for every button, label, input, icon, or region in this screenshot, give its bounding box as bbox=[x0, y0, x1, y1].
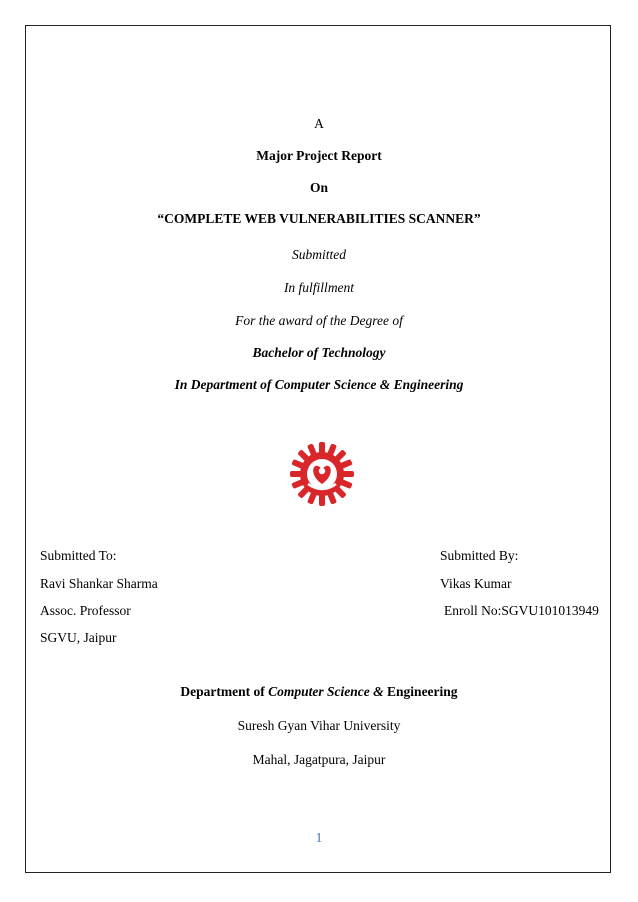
title-on: On bbox=[309, 180, 328, 195]
award-label: For the award of the Degree of bbox=[235, 313, 403, 328]
submitted-to-heading: Submitted To: bbox=[40, 548, 117, 563]
submitted-by-heading: Submitted By: bbox=[440, 548, 519, 563]
university-address: Mahal, Jagatpura, Jaipur bbox=[252, 752, 386, 767]
page-number: 1 bbox=[315, 830, 323, 845]
department-label: In Department of Computer Science & Engineering bbox=[174, 377, 464, 392]
footer-dept-prefix: Department of bbox=[180, 684, 269, 699]
report-type: Major Project Report bbox=[256, 148, 382, 163]
degree-label: Bachelor of Technology bbox=[252, 345, 386, 360]
university-name: Suresh Gyan Vihar University bbox=[237, 718, 401, 733]
fulfillment-label: In fulfillment bbox=[283, 280, 355, 295]
supervisor-name: Ravi Shankar Sharma bbox=[40, 576, 158, 591]
project-title: “COMPLETE WEB VULNERABILITIES SCANNER” bbox=[157, 211, 481, 226]
footer-dept-subject: Computer Science bbox=[268, 684, 370, 699]
student-name: Vikas Kumar bbox=[440, 576, 512, 591]
enrollment-number: Enroll No:SGVU101013949 bbox=[444, 603, 599, 618]
footer-department bbox=[0, 684, 638, 700]
university-emblem-icon bbox=[288, 440, 356, 508]
footer-dept-amp: & bbox=[369, 684, 388, 699]
supervisor-designation: Assoc. Professor bbox=[40, 603, 131, 618]
footer-dept-suffix: Engineering bbox=[387, 684, 458, 699]
title-line-a: A bbox=[314, 116, 324, 131]
submitted-label: Submitted bbox=[292, 247, 346, 262]
supervisor-institution: SGVU, Jaipur bbox=[40, 630, 117, 645]
